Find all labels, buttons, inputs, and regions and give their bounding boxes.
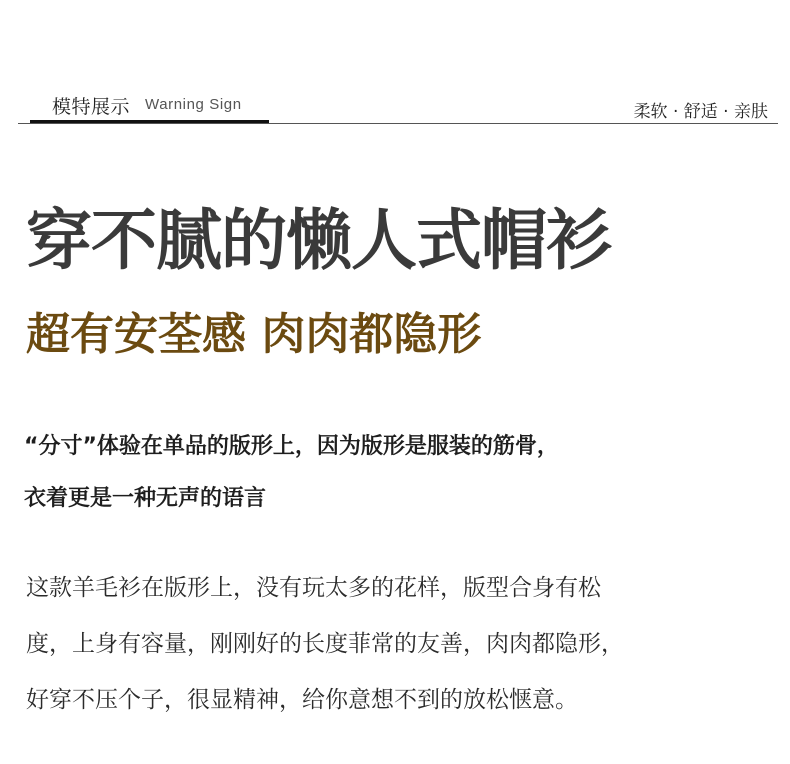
body-line: 好穿不压个子，很显精神，给你意想不到的放松惬意。 [26,687,578,713]
section-title: 模特展示 [52,96,131,118]
header-divider [18,123,778,124]
lead-line: “分寸”体验在单品的版形上，因为版形是服装的筋骨， [24,434,559,459]
body-paragraph [26,560,766,728]
lead-line: 衣着更是一种无声的语言 [24,486,267,511]
main-headline: 穿不腻的懒人式帽衫 [26,202,611,279]
body-line: 度，上身有容量，刚刚好的长度菲常的友善，肉肉都隐形， [26,631,624,657]
section-subtitle: Warning Sign [145,96,242,113]
feature-tags: 柔软 · 舒适 · 亲肤 [633,102,768,122]
section-header [0,0,790,130]
sub-headline: 超有安荃感 肉肉都隐形 [26,309,482,360]
lead-paragraph [24,421,764,525]
body-line: 这款羊毛衫在版形上，没有玩太多的花样，版型合身有松 [26,575,601,601]
